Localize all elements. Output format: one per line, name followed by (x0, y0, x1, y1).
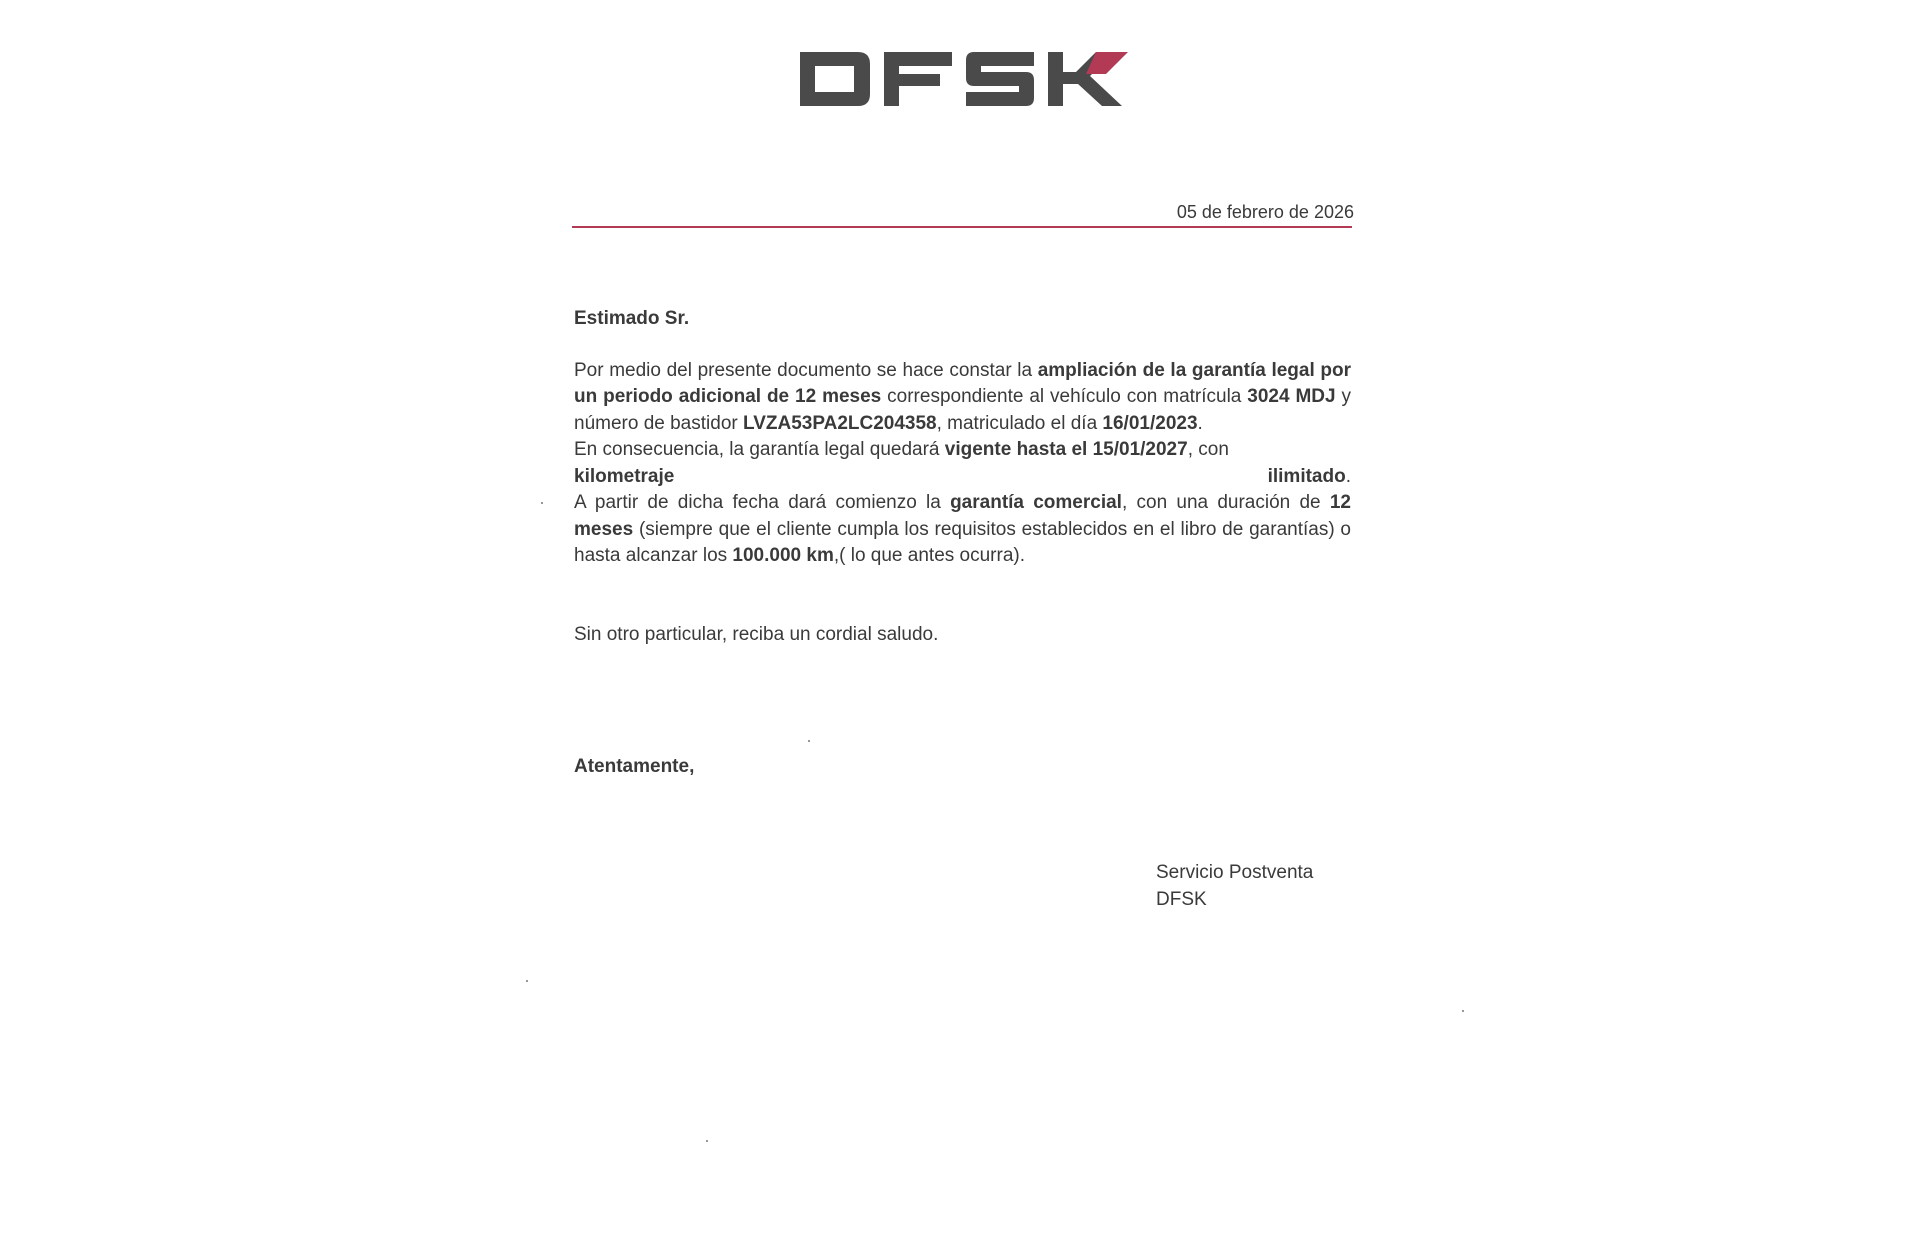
text-segment: , con una duración de (1121, 492, 1330, 513)
text-segment: (siempre que el cliente cumpla los requisitos establecidos en el libro de garantías) o hasta alcanzar los (574, 518, 1351, 566)
mileage-label: kilometraje (574, 465, 675, 487)
mileage-line (574, 464, 1351, 491)
greeting: Estimado Sr. (574, 308, 690, 329)
text-segment: Por medio del presente documento se hace constar la (574, 359, 1038, 381)
paragraph-validity (574, 437, 1351, 464)
text-segment: . (1197, 412, 1203, 434)
logo-accent (1086, 52, 1128, 74)
sign-off: Atentamente, (574, 756, 695, 777)
scan-speck (526, 980, 528, 982)
scan-speck (808, 740, 810, 742)
vin-number: LVZA53PA2LC204358 (743, 412, 937, 434)
scan-speck (541, 502, 543, 504)
paragraph-commercial-warranty (574, 490, 1351, 570)
letter-content (574, 306, 1351, 648)
text-segment: En consecuencia, la garantía legal quedará (574, 439, 945, 460)
text-segment: , matriculado el día (936, 412, 1103, 434)
logo-letter-d (800, 52, 870, 106)
logo-letter-f (884, 52, 952, 106)
text-segment: . (1345, 465, 1351, 487)
text-segment: y número de bastidor (574, 386, 1352, 434)
commercial-warranty-highlight: garantía comercial (950, 492, 1122, 513)
signature-company: DFSK (1156, 888, 1207, 910)
mileage-unlimited: ilimitado (1267, 465, 1346, 487)
scan-speck (1462, 1010, 1464, 1012)
closing-sentence: Sin otro particular, reciba un cordial saludo. (574, 623, 939, 645)
paragraph-extension (574, 358, 1351, 438)
text-segment: , con (1187, 439, 1229, 460)
text-segment: correspondiente al vehículo con matrícula (881, 386, 1248, 407)
scan-speck (706, 1140, 708, 1142)
header-divider (572, 226, 1352, 228)
mileage-limit-highlight: 100.000 km (732, 545, 834, 566)
duration-highlight: 12 meses (574, 492, 1351, 540)
text-segment: A partir de dicha fecha dará comienzo la (574, 492, 951, 513)
warranty-extension-highlight: ampliación de la garantía legal por un periodo adicional de 12 meses (574, 359, 1351, 407)
logo-letter-s (966, 52, 1034, 106)
signature-department: Servicio Postventa (1156, 862, 1314, 883)
license-plate: 3024 MDJ (1247, 386, 1336, 407)
text-segment: ,( lo que antes ocurra). (833, 545, 1025, 566)
dfsk-logo (800, 46, 1128, 112)
validity-date: vigente hasta el 15/01/2027 (944, 439, 1188, 460)
registration-date: 16/01/2023 (1102, 412, 1198, 434)
mileage-value (1268, 464, 1351, 491)
letter-date: 05 de febrero de 2026 (1176, 202, 1354, 222)
signature-block (1156, 860, 1313, 913)
